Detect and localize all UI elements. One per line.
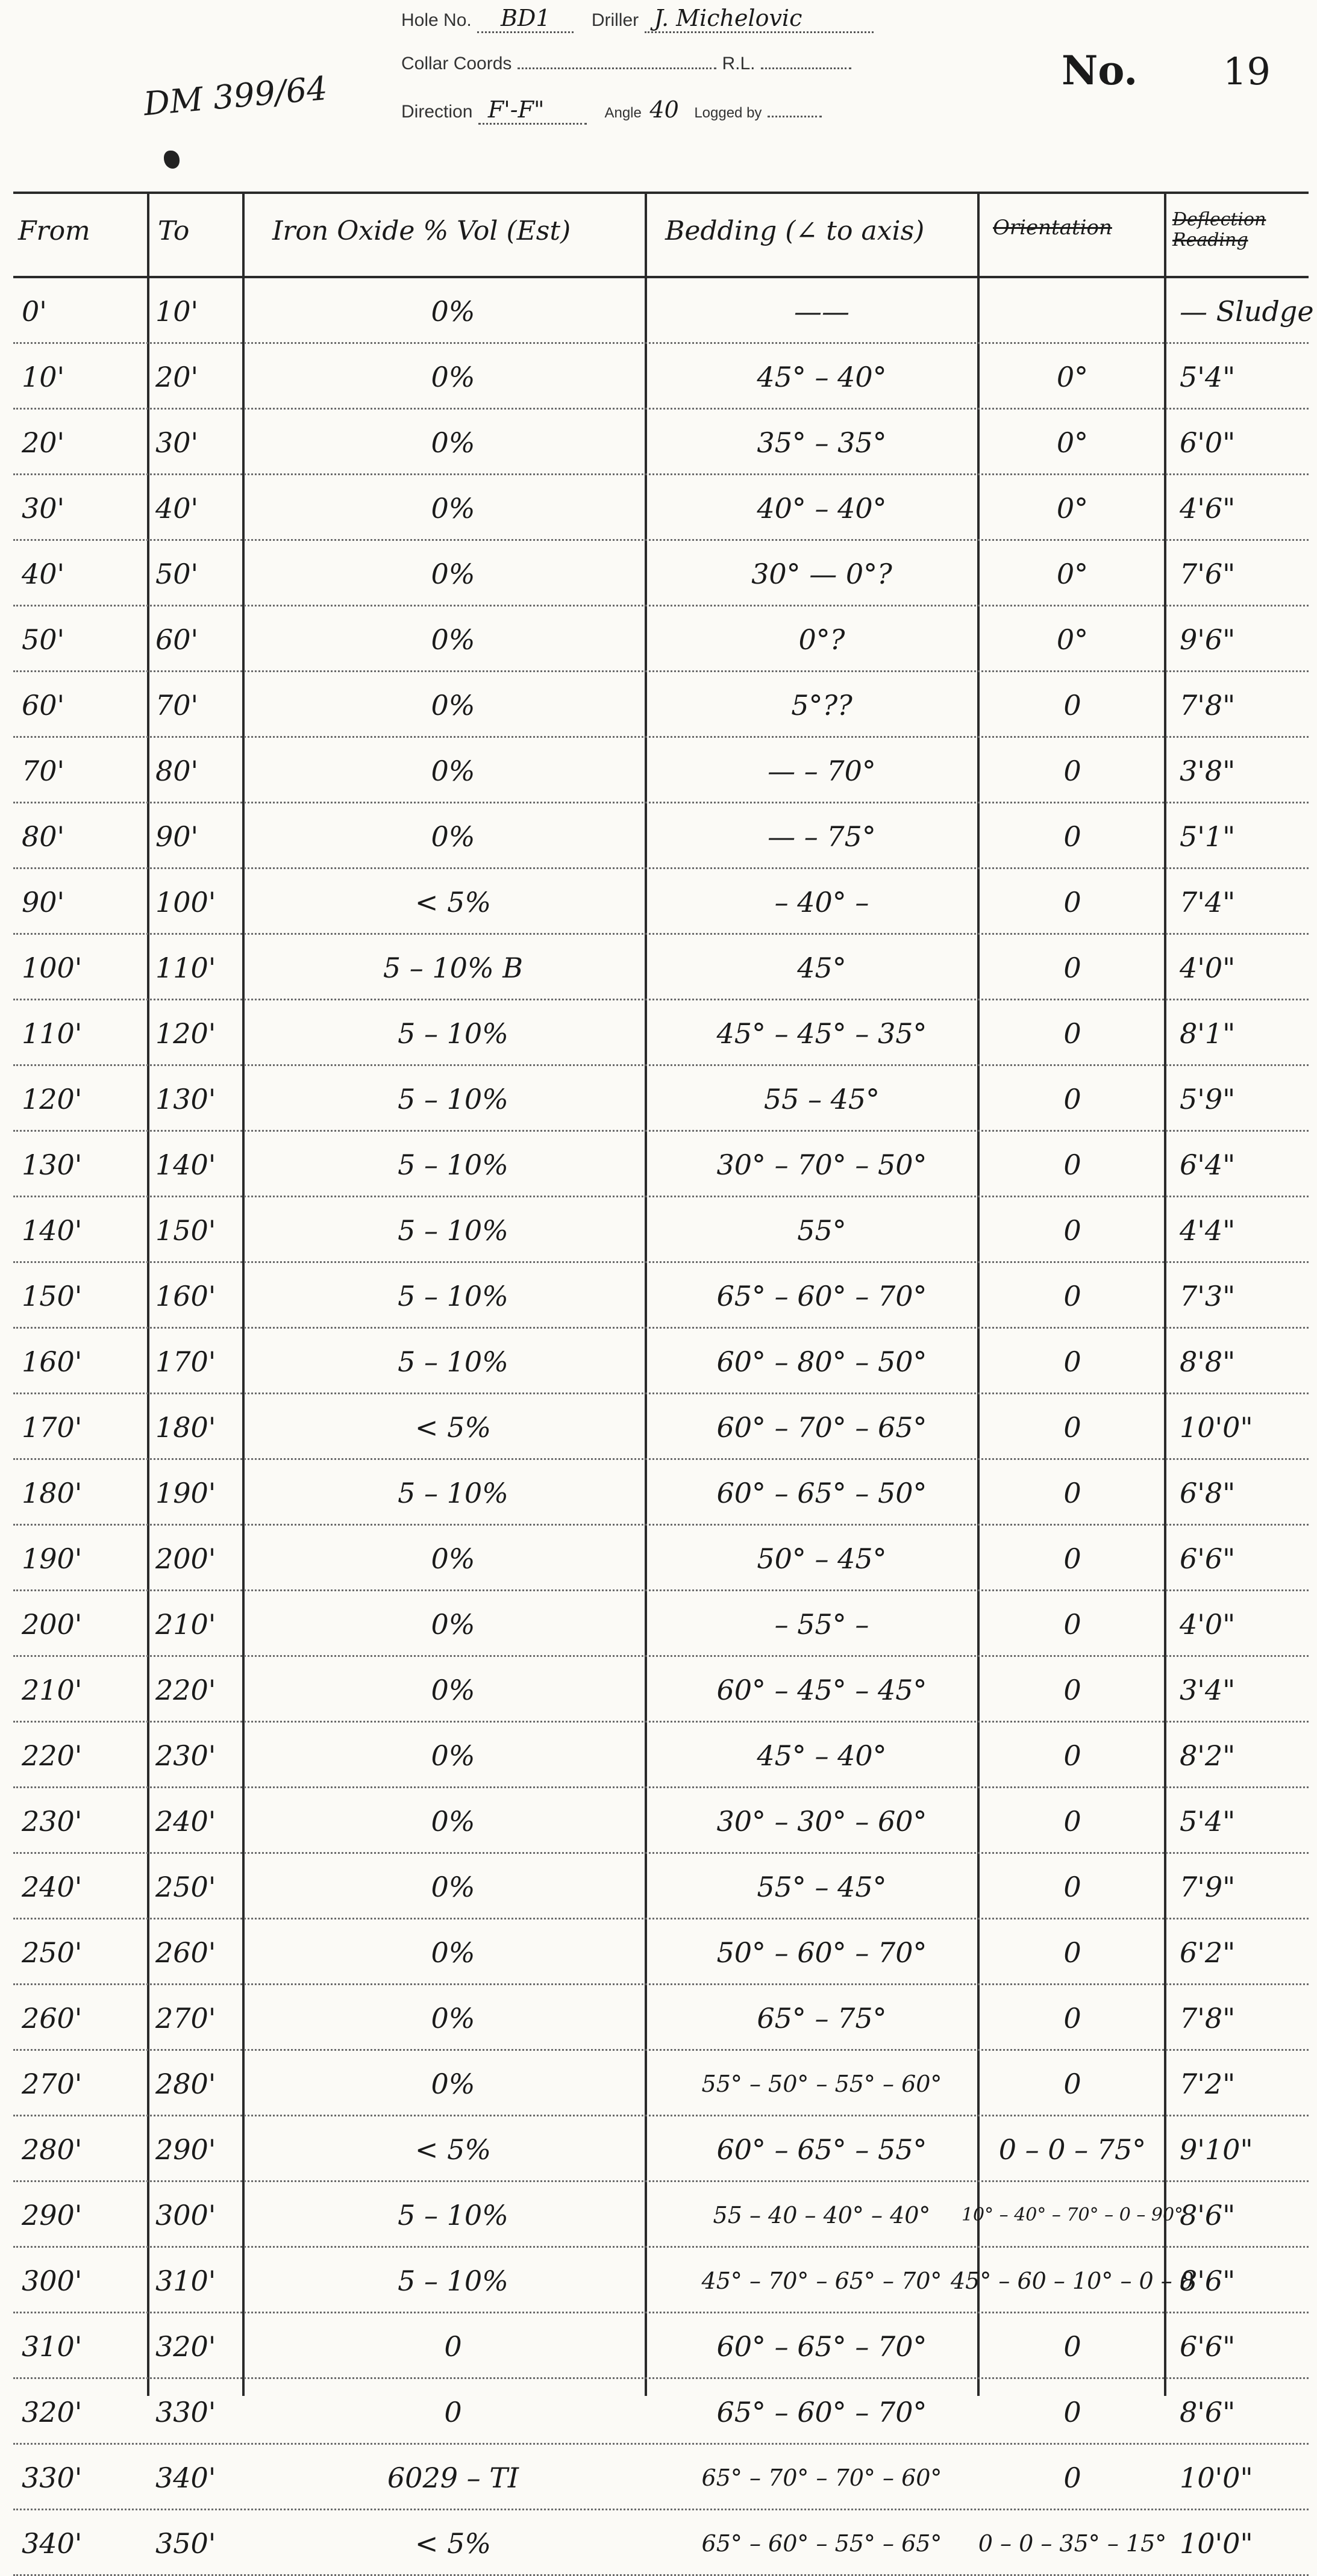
table-row: [13, 2248, 1309, 2313]
cell-orientation: 0: [1063, 2001, 1081, 2035]
cell-to: 60': [155, 623, 199, 656]
header-orientation: Orientation: [993, 216, 1112, 240]
hole-number-line: [401, 5, 874, 33]
cell-to: 170': [155, 1345, 216, 1378]
cell-to: 70': [155, 688, 199, 722]
table-row: [13, 2116, 1309, 2182]
table-row: [13, 2313, 1309, 2379]
cell-to: 140': [155, 1148, 216, 1181]
cell-bedding: 55°: [797, 1214, 846, 1247]
cell-iron-oxide: 5 – 10%: [398, 2264, 508, 2297]
table-row: [13, 738, 1309, 803]
sheet-number-label: No.: [1062, 47, 1138, 94]
cell-bedding: 55 – 40 – 40° – 40°: [713, 2201, 931, 2228]
cell-orientation: 0°: [1056, 623, 1089, 656]
cell-deflection: 7'8": [1180, 688, 1236, 722]
cell-iron-oxide: 5 – 10%: [398, 1148, 508, 1181]
cell-deflection: 8'6": [1180, 2395, 1236, 2428]
driller-value: J. Michelovic: [654, 5, 802, 31]
cell-bedding: 60° – 65° – 55°: [716, 2133, 927, 2166]
cell-to: 250': [155, 1870, 216, 1903]
cell-iron-oxide: 5 – 10%: [398, 1279, 508, 1312]
cell-bedding: 0°?: [798, 623, 845, 656]
cell-from: 60': [22, 688, 65, 722]
cell-deflection: 8'6": [1180, 2198, 1236, 2231]
cell-from: 80': [22, 820, 65, 853]
cell-from: 70': [22, 754, 65, 787]
cell-iron-oxide: < 5%: [414, 2527, 492, 2560]
cell-deflection: 6'0": [1180, 426, 1236, 459]
cell-from: 200': [22, 1608, 83, 1641]
rl-label: R.L.: [722, 54, 755, 73]
cell-bedding: 65° – 60° – 70°: [716, 2395, 927, 2428]
dm-reference: DM 399/64: [142, 69, 329, 123]
cell-to: 280': [155, 2067, 216, 2100]
cell-deflection: 7'2": [1180, 2067, 1236, 2100]
cell-iron-oxide: 6029 – TI: [387, 2461, 519, 2494]
cell-bedding: — – 75°: [768, 820, 876, 853]
table-row: [13, 1394, 1309, 1460]
cell-iron-oxide: 0%: [431, 754, 475, 787]
cell-deflection: 7'9": [1180, 1870, 1236, 1903]
cell-to: 350': [155, 2527, 216, 2560]
cell-iron-oxide: 5 – 10%: [398, 1017, 508, 1050]
cell-from: 190': [22, 1542, 83, 1575]
logged-by-label: Logged by: [694, 105, 762, 121]
cell-deflection: 7'6": [1180, 557, 1236, 590]
cell-orientation: 0: [1063, 2461, 1081, 2494]
cell-bedding: 55° – 45°: [757, 1870, 887, 1903]
cell-iron-oxide: 0%: [431, 1608, 475, 1641]
table-row: [13, 1132, 1309, 1197]
table-row: [13, 2445, 1309, 2510]
cell-bedding: 45° – 40°: [757, 1739, 887, 1772]
cell-orientation: 0: [1063, 1148, 1081, 1181]
cell-iron-oxide: 0%: [431, 1936, 475, 1969]
table-row: [13, 1723, 1309, 1788]
cell-orientation: 0: [1063, 1214, 1081, 1247]
cell-deflection: 5'1": [1180, 820, 1236, 853]
cell-orientation: 0°: [1056, 557, 1089, 590]
table-row: [13, 1657, 1309, 1723]
cell-iron-oxide: 5 – 10%: [398, 1345, 508, 1378]
table-row: [13, 1591, 1309, 1657]
cell-iron-oxide: 5 – 10%: [398, 2198, 508, 2231]
cell-to: 240': [155, 1804, 216, 1838]
cell-from: 30': [22, 491, 65, 525]
cell-to: 30': [155, 426, 199, 459]
cell-to: 300': [155, 2198, 216, 2231]
cell-deflection: 10'0": [1180, 2527, 1253, 2560]
cell-iron-oxide: 0%: [431, 688, 475, 722]
cell-orientation: 0: [1063, 1673, 1081, 1706]
cell-orientation: 0°: [1056, 360, 1089, 393]
cell-orientation: 0: [1063, 2067, 1081, 2100]
cell-deflection: 6'2": [1180, 1936, 1236, 1969]
cell-iron-oxide: 0%: [431, 2001, 475, 2035]
cell-orientation: 0 – 0 – 75°: [998, 2133, 1147, 2166]
cell-deflection: 5'9": [1180, 1082, 1236, 1115]
cell-orientation: 0°: [1056, 491, 1089, 525]
cell-iron-oxide: 0: [444, 2395, 462, 2428]
table-row: [13, 2051, 1309, 2116]
table-row: [13, 935, 1309, 1000]
cell-iron-oxide: < 5%: [414, 885, 492, 918]
cell-to: 130': [155, 1082, 216, 1115]
cell-deflection: 4'0": [1180, 951, 1236, 984]
cell-from: 330': [22, 2461, 83, 2494]
cell-from: 300': [22, 2264, 83, 2297]
cell-iron-oxide: 0%: [431, 426, 475, 459]
cell-bedding: 50° – 45°: [757, 1542, 887, 1575]
cell-orientation: 10° – 40° – 70° – 0 – 90°: [961, 2204, 1184, 2225]
cell-to: 160': [155, 1279, 216, 1312]
cell-iron-oxide: 0%: [431, 1804, 475, 1838]
table-row: [13, 869, 1309, 935]
cell-from: 320': [22, 2395, 83, 2428]
cell-to: 40': [155, 491, 199, 525]
ink-blot: [164, 151, 180, 169]
drill-log-table: [13, 192, 1314, 2560]
cell-bedding: 50° – 60° – 70°: [716, 1936, 927, 1969]
cell-bedding: 55 – 45°: [763, 1082, 880, 1115]
cell-bedding: 5°??: [791, 688, 852, 722]
cell-iron-oxide: 0%: [431, 1673, 475, 1706]
cell-orientation: 0: [1063, 1739, 1081, 1772]
table-row: [13, 1263, 1309, 1329]
cell-from: 230': [22, 1804, 83, 1838]
direction-value: F'-F": [487, 96, 545, 123]
cell-iron-oxide: 5 – 10%: [398, 1082, 508, 1115]
cell-bedding: 60° – 65° – 50°: [716, 1476, 927, 1509]
table-row: [13, 344, 1309, 410]
header-deflection: Deflection Reading: [1172, 209, 1266, 251]
cell-deflection: 3'4": [1180, 1673, 1236, 1706]
cell-to: 270': [155, 2001, 216, 2035]
direction-label: Direction: [401, 102, 473, 122]
cell-iron-oxide: < 5%: [414, 2133, 492, 2166]
cell-bedding: 45°: [797, 951, 846, 984]
cell-bedding: 60° – 45° – 45°: [716, 1673, 927, 1706]
cell-bedding: 40° – 40°: [757, 491, 887, 525]
table-row: [13, 1526, 1309, 1591]
cell-deflection: 4'0": [1180, 1608, 1236, 1641]
cell-deflection: 10'0": [1180, 2461, 1253, 2494]
hole-number-value: BD1: [500, 5, 551, 31]
cell-orientation: 0: [1063, 1542, 1081, 1575]
cell-to: 220': [155, 1673, 216, 1706]
cell-orientation: 0: [1063, 1017, 1081, 1050]
cell-orientation: 0: [1063, 1279, 1081, 1312]
table-row: [13, 1329, 1309, 1394]
cell-deflection: 3'8": [1180, 754, 1236, 787]
cell-deflection: 8'1": [1180, 1017, 1236, 1050]
cell-from: 90': [22, 885, 65, 918]
cell-to: 100': [155, 885, 216, 918]
cell-bedding: 60° – 70° – 65°: [716, 1411, 927, 1444]
table-row: [13, 607, 1309, 672]
cell-from: 240': [22, 1870, 83, 1903]
cell-from: 210': [22, 1673, 83, 1706]
cell-orientation: 0: [1063, 1476, 1081, 1509]
cell-from: 340': [22, 2527, 83, 2560]
angle-label: Angle: [604, 105, 642, 121]
cell-orientation: 0: [1063, 1411, 1081, 1444]
cell-deflection: 6'6": [1180, 1542, 1236, 1575]
table-top-rule: [13, 192, 1309, 194]
cell-iron-oxide: 5 – 10% B: [383, 951, 524, 984]
cell-from: 130': [22, 1148, 83, 1181]
collar-coords-label: Collar Coords: [401, 54, 512, 73]
cell-orientation: [988, 278, 1157, 344]
cell-iron-oxide: 5 – 10%: [398, 1214, 508, 1247]
cell-from: 220': [22, 1739, 83, 1772]
cell-orientation: 0: [1063, 1936, 1081, 1969]
cell-iron-oxide: 0%: [431, 1870, 475, 1903]
cell-from: 290': [22, 2198, 83, 2231]
cell-deflection: 9'10": [1180, 2133, 1253, 2166]
cell-iron-oxide: 0: [444, 2330, 462, 2363]
cell-bedding: 55° – 50° – 55° – 60°: [701, 2070, 942, 2097]
cell-from: 0': [22, 295, 47, 328]
table-row: [13, 1788, 1309, 1854]
table-row: [13, 1066, 1309, 1132]
table-row: [13, 541, 1309, 607]
cell-deflection: 4'4": [1180, 1214, 1236, 1247]
cell-deflection: 7'4": [1180, 885, 1236, 918]
table-row: [13, 2379, 1309, 2445]
cell-bedding: – 40° –: [774, 885, 869, 918]
hole-number-label: Hole No.: [401, 10, 472, 30]
table-row: [13, 2182, 1309, 2248]
cell-from: 100': [22, 951, 83, 984]
cell-orientation: 0: [1063, 1082, 1081, 1115]
cell-bedding: 65° – 70° – 70° – 60°: [701, 2464, 942, 2491]
cell-from: 50': [22, 623, 65, 656]
cell-deflection: 5'4": [1180, 1804, 1236, 1838]
cell-deflection: 6'6": [1180, 2330, 1236, 2363]
cell-to: 150': [155, 1214, 216, 1247]
cell-to: 310': [155, 2264, 216, 2297]
cell-deflection: 6'8": [1180, 1476, 1236, 1509]
cell-bedding: 30° – 70° – 50°: [716, 1148, 927, 1181]
cell-to: 120': [155, 1017, 216, 1050]
cell-orientation: 0: [1063, 1870, 1081, 1903]
angle-value: 40: [649, 96, 679, 123]
cell-from: 150': [22, 1279, 83, 1312]
cell-from: 160': [22, 1345, 83, 1378]
cell-deflection: 5'4": [1180, 360, 1236, 393]
table-row: [13, 1985, 1309, 2051]
table-row: [13, 1854, 1309, 1920]
cell-bedding: 45° – 40°: [757, 360, 887, 393]
cell-from: 20': [22, 426, 65, 459]
cell-deflection: 9'6": [1180, 623, 1236, 656]
cell-iron-oxide: 5 – 10%: [398, 1476, 508, 1509]
cell-deflection: 4'6": [1180, 491, 1236, 525]
sheet-number-value: 19: [1223, 49, 1271, 93]
table-row: [13, 2510, 1309, 2576]
cell-bedding: 30° — 0°?: [751, 557, 892, 590]
cell-orientation: 0°: [1056, 426, 1089, 459]
table-row: [13, 1000, 1309, 1066]
cell-orientation: 0: [1063, 951, 1081, 984]
cell-from: 170': [22, 1411, 83, 1444]
cell-to: 340': [155, 2461, 216, 2494]
cell-from: 140': [22, 1214, 83, 1247]
cell-iron-oxide: 0%: [431, 360, 475, 393]
table-row: [13, 803, 1309, 869]
cell-orientation: 0: [1063, 754, 1081, 787]
cell-bedding: 65° – 60° – 70°: [716, 1279, 927, 1312]
cell-iron-oxide: < 5%: [414, 1411, 492, 1444]
cell-to: 330': [155, 2395, 216, 2428]
header-iron-oxide: Iron Oxide % Vol (Est): [272, 216, 571, 246]
table-row: [13, 1197, 1309, 1263]
cell-bedding: 30° – 30° – 60°: [716, 1804, 927, 1838]
cell-orientation: 0: [1063, 688, 1081, 722]
cell-deflection: 7'8": [1180, 2001, 1236, 2035]
cell-to: 10': [155, 295, 199, 328]
table-row: [13, 1920, 1309, 1985]
cell-deflection: 8'6": [1180, 2264, 1236, 2297]
cell-iron-oxide: 0%: [431, 820, 475, 853]
cell-bedding: 60° – 65° – 70°: [716, 2330, 927, 2363]
cell-bedding: – 55° –: [774, 1608, 869, 1641]
cell-to: 320': [155, 2330, 216, 2363]
cell-deflection: 8'8": [1180, 1345, 1236, 1378]
cell-from: 10': [22, 360, 65, 393]
collar-line: [401, 53, 851, 74]
cell-from: 260': [22, 2001, 83, 2035]
cell-iron-oxide: 0%: [431, 1739, 475, 1772]
log-sheet-header: [0, 0, 1317, 181]
header-from: From: [18, 216, 90, 246]
cell-deflection: 7'3": [1180, 1279, 1236, 1312]
cell-deflection: 8'2": [1180, 1739, 1236, 1772]
table-row: [13, 672, 1309, 738]
cell-orientation: 0 – 0 – 35° – 15°: [978, 2530, 1167, 2557]
cell-to: 230': [155, 1739, 216, 1772]
driller-label: Driller: [591, 10, 639, 30]
cell-orientation: 0: [1063, 1804, 1081, 1838]
cell-bedding: 60° – 80° – 50°: [716, 1345, 927, 1378]
cell-to: 190': [155, 1476, 216, 1509]
form-code: [6, 2396, 8, 2407]
cell-iron-oxide: 0%: [431, 2067, 475, 2100]
cell-deflection: 6'4": [1180, 1148, 1236, 1181]
cell-iron-oxide: 0%: [431, 557, 475, 590]
cell-bedding: 45° – 45° – 35°: [716, 1017, 927, 1050]
direction-line: [401, 96, 822, 125]
cell-from: 40': [22, 557, 65, 590]
cell-to: 20': [155, 360, 199, 393]
cell-deflection: 10'0": [1180, 1411, 1253, 1444]
cell-orientation: 0: [1063, 2395, 1081, 2428]
cell-bedding: 65° – 75°: [757, 2001, 887, 2035]
cell-bedding: — – 70°: [768, 754, 876, 787]
cell-from: 110': [22, 1017, 83, 1050]
cell-iron-oxide: 0%: [431, 623, 475, 656]
cell-to: 210': [155, 1608, 216, 1641]
cell-from: 180': [22, 1476, 83, 1509]
cell-to: 80': [155, 754, 199, 787]
cell-iron-oxide: 0%: [431, 1542, 475, 1575]
cell-iron-oxide: 0%: [431, 491, 475, 525]
table-row: [13, 1460, 1309, 1526]
cell-orientation: 0: [1063, 885, 1081, 918]
cell-orientation: 0: [1063, 820, 1081, 853]
cell-orientation: 0: [1063, 1345, 1081, 1378]
header-bedding: Bedding (∠ to axis): [665, 216, 925, 246]
cell-from: 270': [22, 2067, 83, 2100]
cell-to: 200': [155, 1542, 216, 1575]
cell-from: 280': [22, 2133, 83, 2166]
table-row: [13, 475, 1309, 541]
table-row: [13, 410, 1309, 475]
cell-bedding: 65° – 60° – 55° – 65°: [701, 2530, 942, 2557]
cell-from: 120': [22, 1082, 83, 1115]
cell-orientation: 0: [1063, 2330, 1081, 2363]
cell-to: 90': [155, 820, 199, 853]
cell-bedding: 45° – 70° – 65° – 70°: [701, 2267, 942, 2294]
cell-bedding: ——: [794, 295, 849, 328]
header-to: To: [158, 216, 190, 246]
cell-to: 180': [155, 1411, 216, 1444]
cell-deflection: — Sludge: [1180, 295, 1314, 328]
table-row: [13, 278, 1314, 344]
cell-from: 250': [22, 1936, 83, 1969]
cell-iron-oxide: 0%: [431, 295, 475, 328]
cell-orientation: 0: [1063, 1608, 1081, 1641]
cell-to: 50': [155, 557, 199, 590]
cell-from: 310': [22, 2330, 83, 2363]
cell-to: 110': [155, 951, 216, 984]
cell-to: 260': [155, 1936, 216, 1969]
cell-bedding: 35° – 35°: [757, 426, 887, 459]
cell-to: 290': [155, 2133, 216, 2166]
cell-orientation: 45° – 60 – 10° – 0 – 0: [950, 2267, 1195, 2294]
